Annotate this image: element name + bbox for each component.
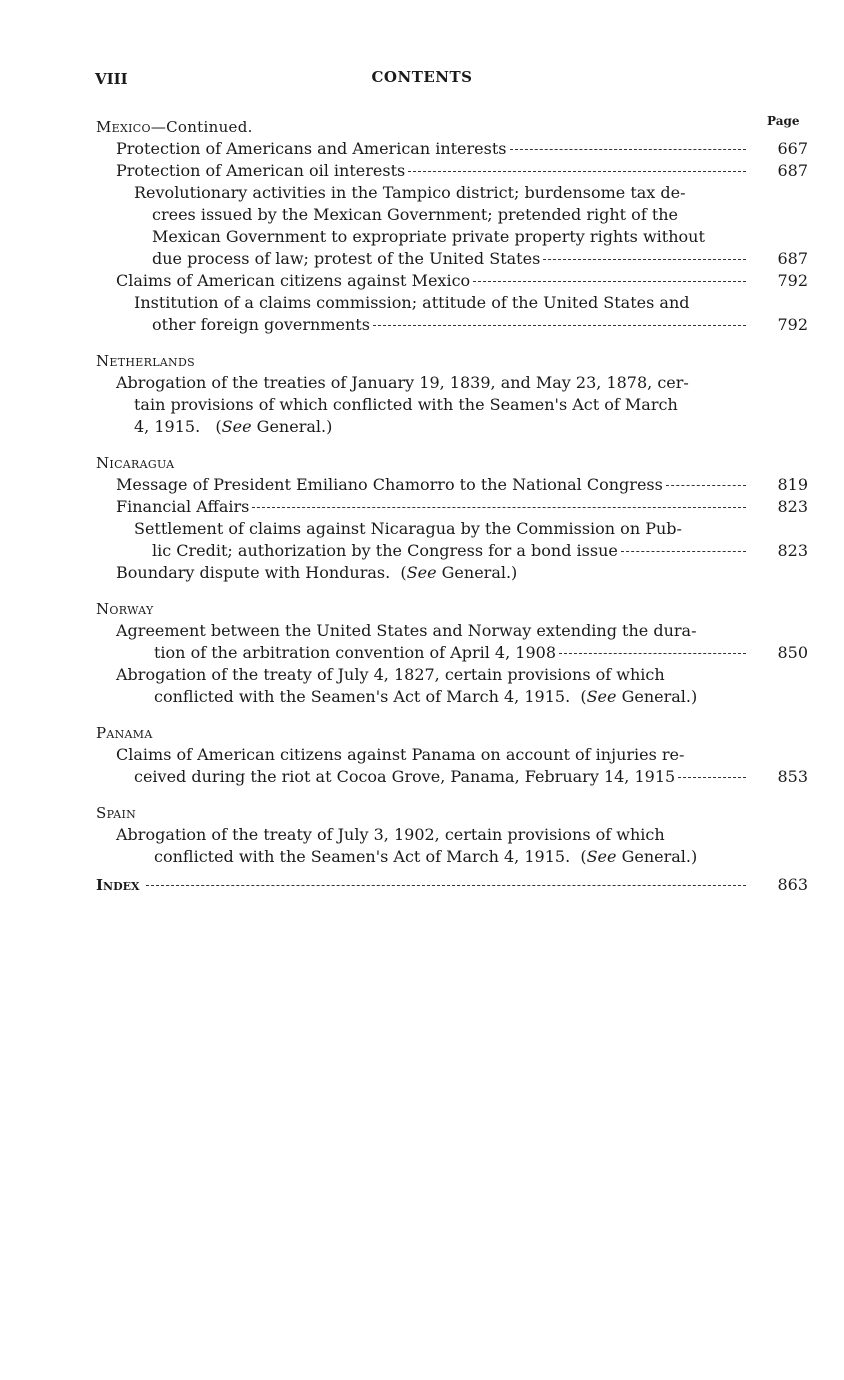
entry-text: Abrogation of the treaties of January 19, 1839, and May 23, 1878, cer-	[116, 373, 689, 392]
paren: (	[400, 563, 407, 582]
section-heading: Netherlands	[96, 352, 195, 370]
dot-leader	[621, 551, 746, 552]
entry-text-cont: due process of law; protest of the United States	[152, 249, 541, 268]
dot-leader	[473, 281, 746, 282]
dot-leader	[543, 259, 746, 260]
entry-text-cont: tain provisions of which conflicted with the Seamen's Act of March	[134, 395, 678, 414]
entry-text-cont: 4, 1915.	[134, 417, 201, 436]
dot-leader	[559, 653, 746, 654]
entry-text: Protection of Americans and American interests	[116, 139, 507, 158]
entry-text: Settlement of claims against Nicaragua by the Commission on Pub-	[134, 519, 682, 538]
continued-label: —Continued.	[150, 118, 253, 136]
dot-leader	[373, 325, 746, 326]
table-of-contents	[96, 116, 808, 896]
section-norway	[96, 598, 808, 708]
paren: (	[580, 687, 587, 706]
see-reference: See	[586, 847, 617, 866]
entry-text-cont: conflicted with the Seamen's Act of March 4, 1915.	[154, 687, 571, 706]
entry-text-cont: crees issued by the Mexican Government; pretended right of the	[152, 205, 679, 224]
page-number: 819	[777, 475, 808, 494]
toc-entry[interactable]	[134, 518, 808, 562]
entry-text-cont: tion of the arbitration convention of April 4, 1908	[154, 643, 556, 662]
entry-text-cont: Mexican Government to expropriate private property rights without	[152, 227, 705, 246]
page-number: 792	[777, 271, 808, 290]
dot-leader	[252, 507, 746, 508]
page-number: 687	[777, 161, 808, 180]
entry-text: Financial Affairs	[116, 497, 250, 516]
section-nicaragua	[96, 452, 808, 584]
page-number: 687	[777, 249, 808, 268]
toc-entry[interactable]	[116, 138, 808, 160]
page-number: 823	[777, 497, 808, 516]
toc-entry-index[interactable]	[96, 874, 808, 896]
paren: (	[580, 847, 587, 866]
toc-entry[interactable]	[116, 474, 808, 496]
section-heading	[96, 116, 808, 138]
toc-entry[interactable]	[116, 620, 808, 664]
section-heading: Norway	[96, 600, 154, 618]
toc-entry[interactable]	[116, 744, 808, 788]
see-reference: See	[586, 687, 617, 706]
entry-text: Abrogation of the treaty of July 4, 1827, certain provisions of which	[116, 665, 665, 684]
page-number: 850	[777, 643, 808, 662]
section-heading-text: Mexico	[96, 118, 151, 136]
toc-entry[interactable]	[134, 292, 808, 336]
entry-text: Message of President Emiliano Chamorro to the National Congress	[116, 475, 663, 494]
paren: (	[215, 417, 222, 436]
entry-text: Agreement between the United States and Norway extending the dura-	[116, 621, 697, 640]
entry-text-cont: other foreign governments	[152, 315, 370, 334]
dot-leader	[666, 485, 746, 486]
toc-entry[interactable]	[116, 664, 808, 708]
entry-text: Institution of a claims commission; attitude of the United States and	[134, 293, 690, 312]
section-mexico	[96, 116, 808, 336]
dot-leader	[146, 885, 746, 886]
page-number: 792	[777, 315, 808, 334]
entry-text: Claims of American citizens against Panama on account of injuries re-	[116, 745, 685, 764]
entry-text: Claims of American citizens against Mexico	[116, 271, 471, 290]
dot-leader	[510, 149, 747, 150]
page-number: 667	[777, 139, 808, 158]
see-target: General.)	[621, 687, 698, 706]
section-spain	[96, 802, 808, 868]
dot-leader	[408, 171, 746, 172]
see-target: General.)	[256, 417, 333, 436]
page-number: 823	[777, 541, 808, 560]
toc-entry[interactable]	[134, 182, 808, 270]
section-panama	[96, 722, 808, 788]
toc-entry[interactable]	[116, 496, 808, 518]
toc-entry[interactable]	[116, 270, 808, 292]
toc-entry[interactable]	[116, 562, 808, 584]
see-target: General.)	[441, 563, 518, 582]
entry-text: Abrogation of the treaty of July 3, 1902, certain provisions of which	[116, 825, 665, 844]
see-reference: See	[221, 417, 252, 436]
see-reference: See	[406, 563, 437, 582]
see-target: General.)	[621, 847, 698, 866]
entry-text-cont: ceived during the riot at Cocoa Grove, Panama, February 14, 1915	[134, 767, 676, 786]
entry-text: Revolutionary activities in the Tampico district; burdensome tax de-	[134, 183, 686, 202]
dot-leader	[678, 777, 746, 778]
entry-text: Protection of American oil interests	[116, 161, 406, 180]
page-column-label: Page	[767, 114, 800, 128]
section-heading: Panama	[96, 724, 153, 742]
page-number: 853	[777, 767, 808, 786]
entry-text-cont: lic Credit; authorization by the Congress for a bond issue	[152, 541, 618, 560]
index-heading: Index	[96, 876, 140, 894]
entry-text: Boundary dispute with Honduras.	[116, 563, 391, 582]
page-number: 863	[777, 875, 808, 894]
section-heading: Spain	[96, 804, 137, 822]
toc-entry[interactable]	[116, 160, 808, 182]
entry-text-cont: conflicted with the Seamen's Act of March 4, 1915.	[154, 847, 571, 866]
section-netherlands	[96, 350, 808, 438]
toc-entry[interactable]	[116, 824, 808, 868]
section-heading: Nicaragua	[96, 454, 175, 472]
page-folio: VIII	[95, 70, 128, 88]
page-title: CONTENTS	[371, 68, 473, 86]
toc-entry[interactable]	[116, 372, 808, 438]
